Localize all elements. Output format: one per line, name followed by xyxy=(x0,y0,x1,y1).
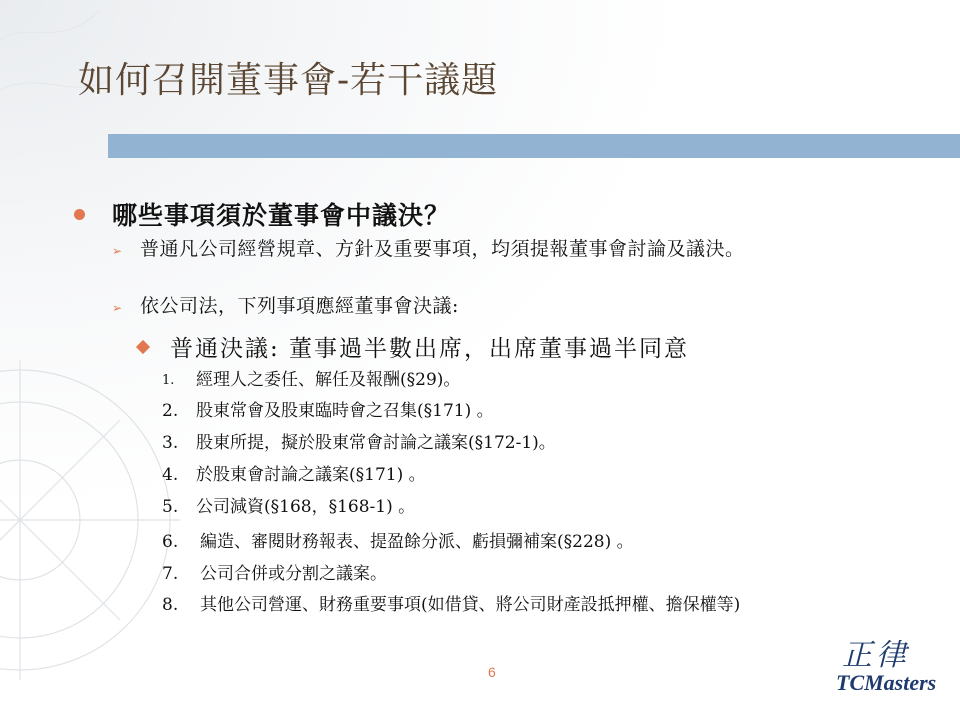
arrow-bullet-icon: ➢ xyxy=(112,244,123,258)
list-item xyxy=(162,497,926,518)
title-underline-bar xyxy=(108,134,960,158)
diamond-bullet-icon xyxy=(136,339,150,353)
list-item xyxy=(162,370,926,391)
tcmasters-logo xyxy=(828,630,948,700)
list-item xyxy=(162,595,920,616)
list-item xyxy=(162,401,926,422)
main-bullet-text: 哪些事項須於董事會中議決？ xyxy=(112,201,451,230)
list-item xyxy=(162,433,926,454)
list-number: 8. xyxy=(162,595,179,615)
list-text: 其他公司營運、財務重要事項(如借貸、將公司財產設抵押權、擔保權等) xyxy=(200,595,741,615)
list-number: 2. xyxy=(162,401,179,421)
list-number: 1. xyxy=(162,373,175,388)
third-level-text: 普通決議: 董事過半數出席，出席董事過半同意 xyxy=(170,336,690,362)
list-text: 於股東會討論之議案(§171) 。 xyxy=(196,465,426,485)
sub-bullet-text: 普通凡公司經營規章、方針及重要事項，均須提報董事會討論及議決。 xyxy=(140,238,745,260)
list-text: 公司減資(§168，§168-1) 。 xyxy=(196,497,416,517)
main-bullet xyxy=(74,196,450,232)
logo-chinese-text: 正律 xyxy=(842,638,910,673)
logo-english-text: TCMasters xyxy=(836,670,937,695)
list-text: 股東所提，擬於股東常會討論之議案(§172-1)。 xyxy=(196,433,556,453)
list-text: 經理人之委任、解任及報酬(§29)。 xyxy=(196,370,461,390)
list-item xyxy=(162,564,930,585)
sub-bullet xyxy=(112,295,900,317)
sub-bullet xyxy=(112,238,900,260)
list-item xyxy=(162,532,930,553)
list-text: 股東常會及股東臨時會之召集(§171) 。 xyxy=(196,401,494,421)
arrow-bullet-icon: ➢ xyxy=(112,301,123,315)
list-text: 編造、審閱財務報表、提盈餘分派、虧損彌補案(§228) 。 xyxy=(200,532,634,552)
list-number: 6. xyxy=(162,532,179,552)
list-number: 5. xyxy=(162,497,179,517)
bullet-dot-icon xyxy=(74,209,85,220)
list-number: 4. xyxy=(162,465,179,485)
list-number: 7. xyxy=(162,564,179,584)
page-number: 6 xyxy=(488,664,496,680)
third-level-bullet xyxy=(138,330,689,363)
sub-bullet-text: 依公司法，下列事項應經董事會決議: xyxy=(140,295,459,317)
list-item xyxy=(162,465,926,486)
list-number: 3. xyxy=(162,433,179,453)
list-text: 公司合併或分割之議案。 xyxy=(200,564,387,584)
page-title: 如何召開董事會-若干議題 xyxy=(78,60,499,101)
